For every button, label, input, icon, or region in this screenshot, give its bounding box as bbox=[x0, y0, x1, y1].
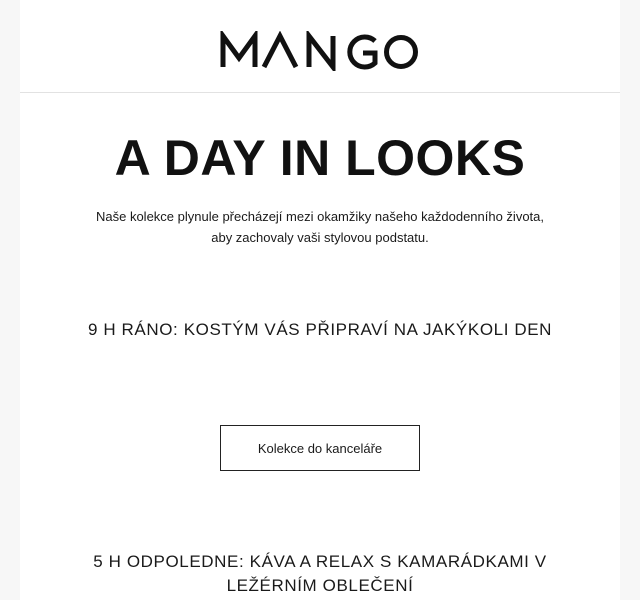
brand-logo[interactable] bbox=[20, 31, 620, 71]
section-heading-afternoon bbox=[50, 550, 590, 598]
section-heading-line: 9 H RÁNO: KOSTÝM VÁS PŘIPRAVÍ NA JAKÝKOLI DEN bbox=[87, 320, 553, 339]
section-heading-line: LEŽÉRNÍM OBLEČENÍ bbox=[226, 576, 414, 595]
hero-title: A DAY IN LOOKS bbox=[114, 130, 526, 186]
mango-logo-icon bbox=[220, 31, 420, 71]
office-collection-button[interactable]: Kolekce do kanceláře bbox=[220, 425, 420, 471]
header bbox=[20, 0, 620, 93]
email-page bbox=[20, 0, 620, 600]
intro-line: aby zachovaly vaši stylovou podstatu. bbox=[211, 229, 429, 245]
section-heading-line: 5 H ODPOLEDNE: KÁVA A RELAX S KAMARÁDKAMI V bbox=[93, 552, 547, 571]
intro-line: Naše kolekce plynule přecházejí mezi okamžiky našeho každodenního života, bbox=[95, 209, 545, 224]
intro-text bbox=[60, 207, 580, 248]
section-heading-morning bbox=[50, 318, 590, 342]
